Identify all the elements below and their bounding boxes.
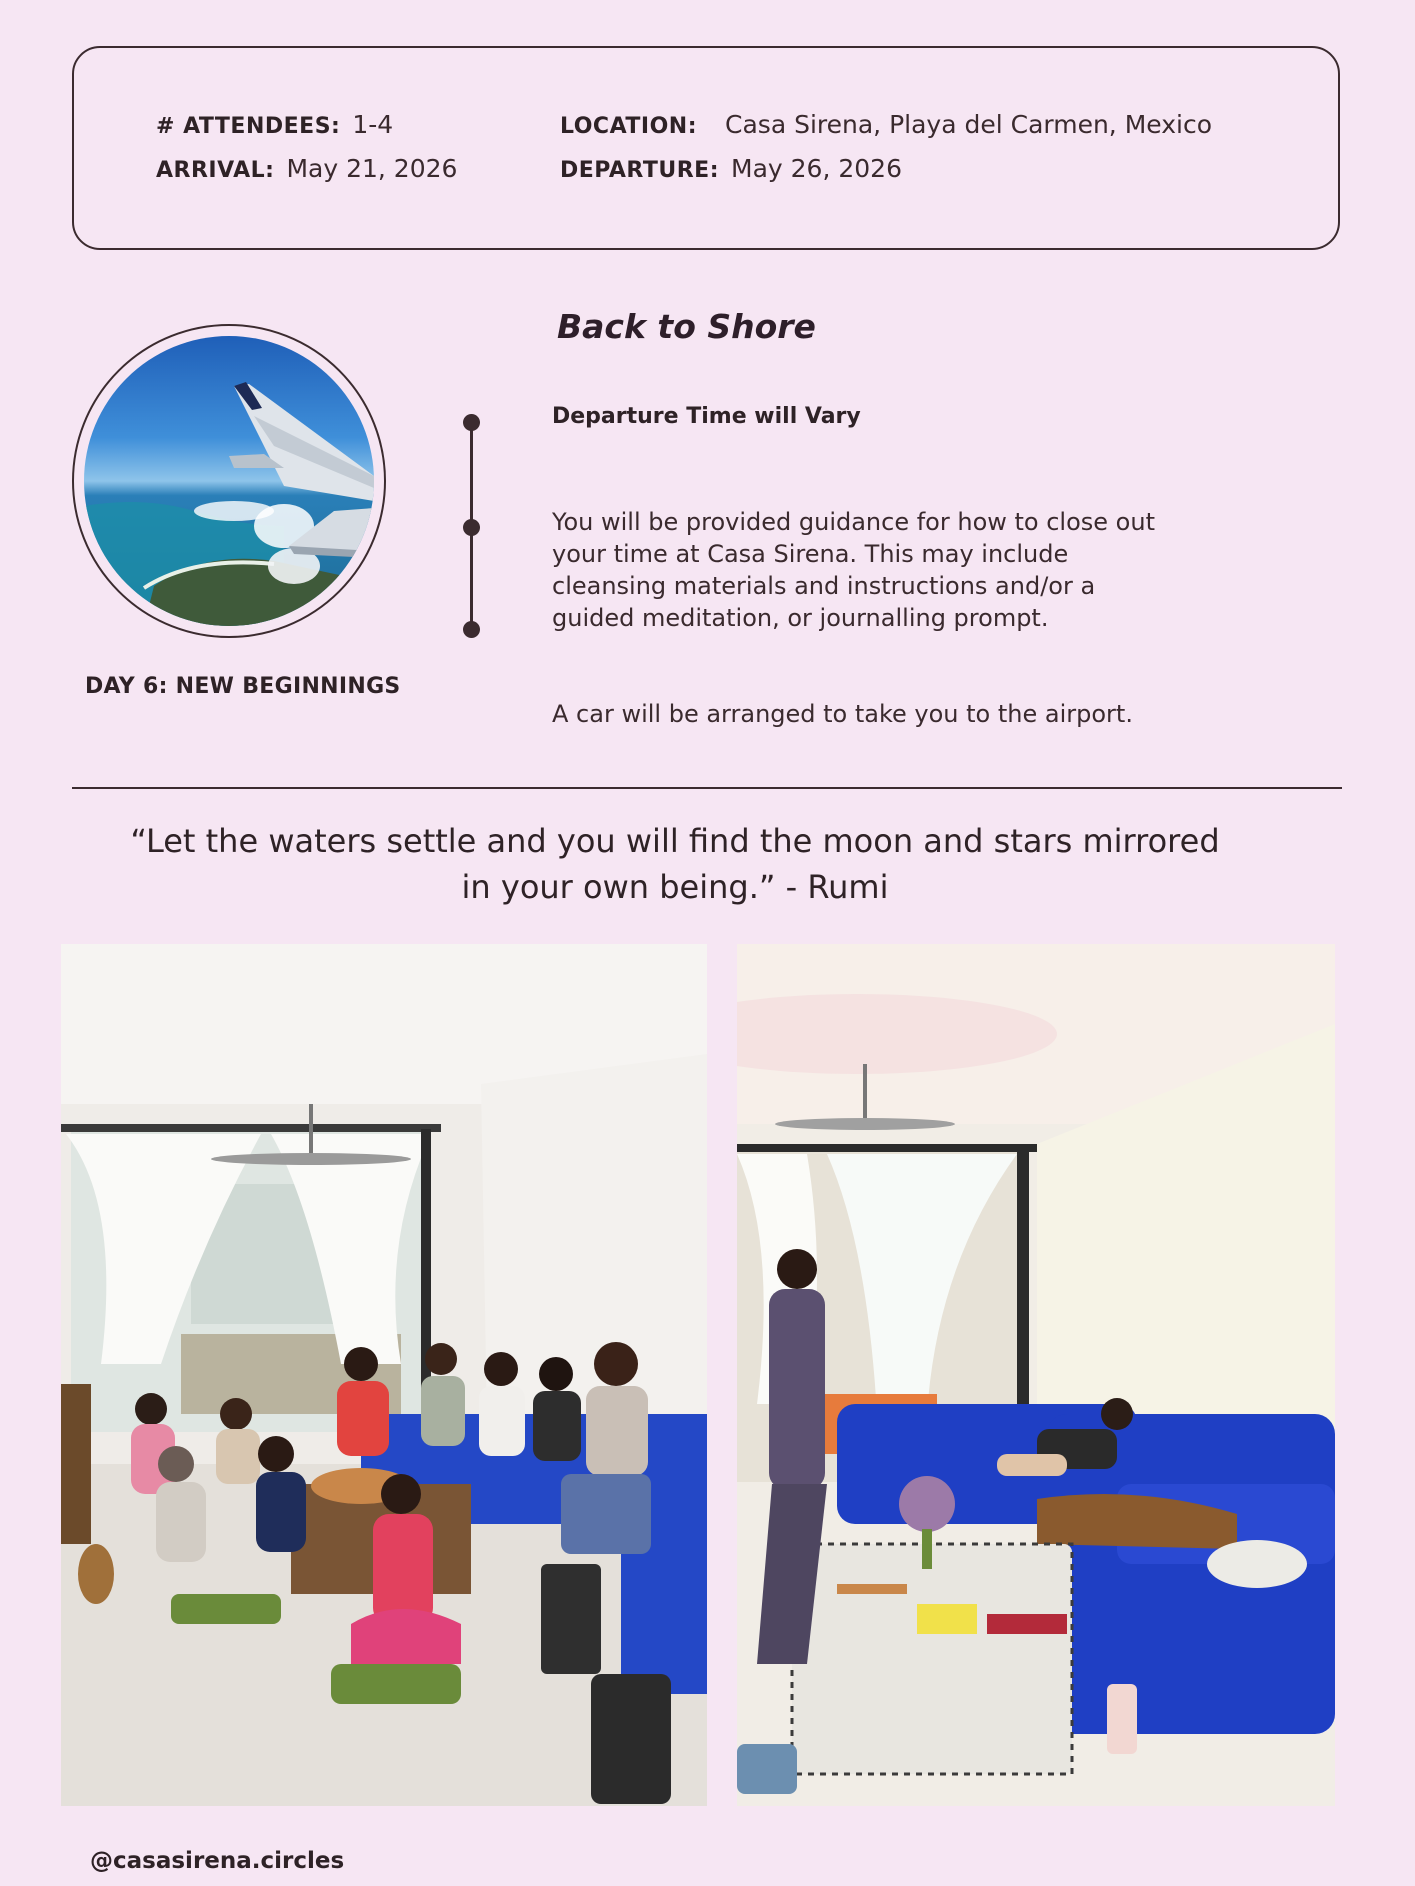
location-row (560, 110, 1212, 139)
airplane-wing-photo-frame (72, 324, 386, 638)
departure-value: May 26, 2026 (731, 154, 902, 183)
attendees-value: 1-4 (352, 110, 394, 139)
event-details-box (72, 46, 1340, 250)
guidance-paragraph: You will be provided guidance for how to close out your time at Casa Sirena. This may include cleansing materials and instructions and/or a guided meditation, or journalling prompt. (552, 508, 1155, 632)
rumi-quote: “Let the waters settle and you will find the moon and stars mirrored in your own being.” - Rumi (130, 822, 1220, 906)
arrival-value: May 21, 2026 (286, 154, 458, 183)
arrival-row (156, 154, 457, 183)
departure-label: DEPARTURE: (560, 158, 720, 183)
instagram-handle: @casasirena.circles (90, 1848, 345, 1874)
attendees-label: # ATTENDEES: (156, 114, 341, 139)
location-value: Casa Sirena, Playa del Carmen, Mexico (725, 110, 1212, 139)
departure-time-subtitle: Departure Time will Vary (552, 404, 861, 429)
departure-row (560, 154, 902, 183)
day-title: DAY 6: NEW BEGINNINGS (85, 674, 401, 699)
section-heading: Back to Shore (557, 307, 816, 346)
car-paragraph: A car will be arranged to take you to the airport. (552, 700, 1133, 728)
blue-sofa-room-photo (737, 944, 1335, 1806)
arrival-label: ARRIVAL: (156, 158, 275, 183)
timeline-dot-bottom (463, 621, 480, 638)
airplane-wing-photo (84, 336, 374, 626)
attendees-row (156, 110, 393, 139)
group-circle-photo (61, 944, 707, 1806)
timeline-dot-middle (463, 519, 480, 536)
location-label: LOCATION: (560, 114, 698, 139)
section-divider (72, 787, 1342, 789)
timeline-dot-top (463, 414, 480, 431)
